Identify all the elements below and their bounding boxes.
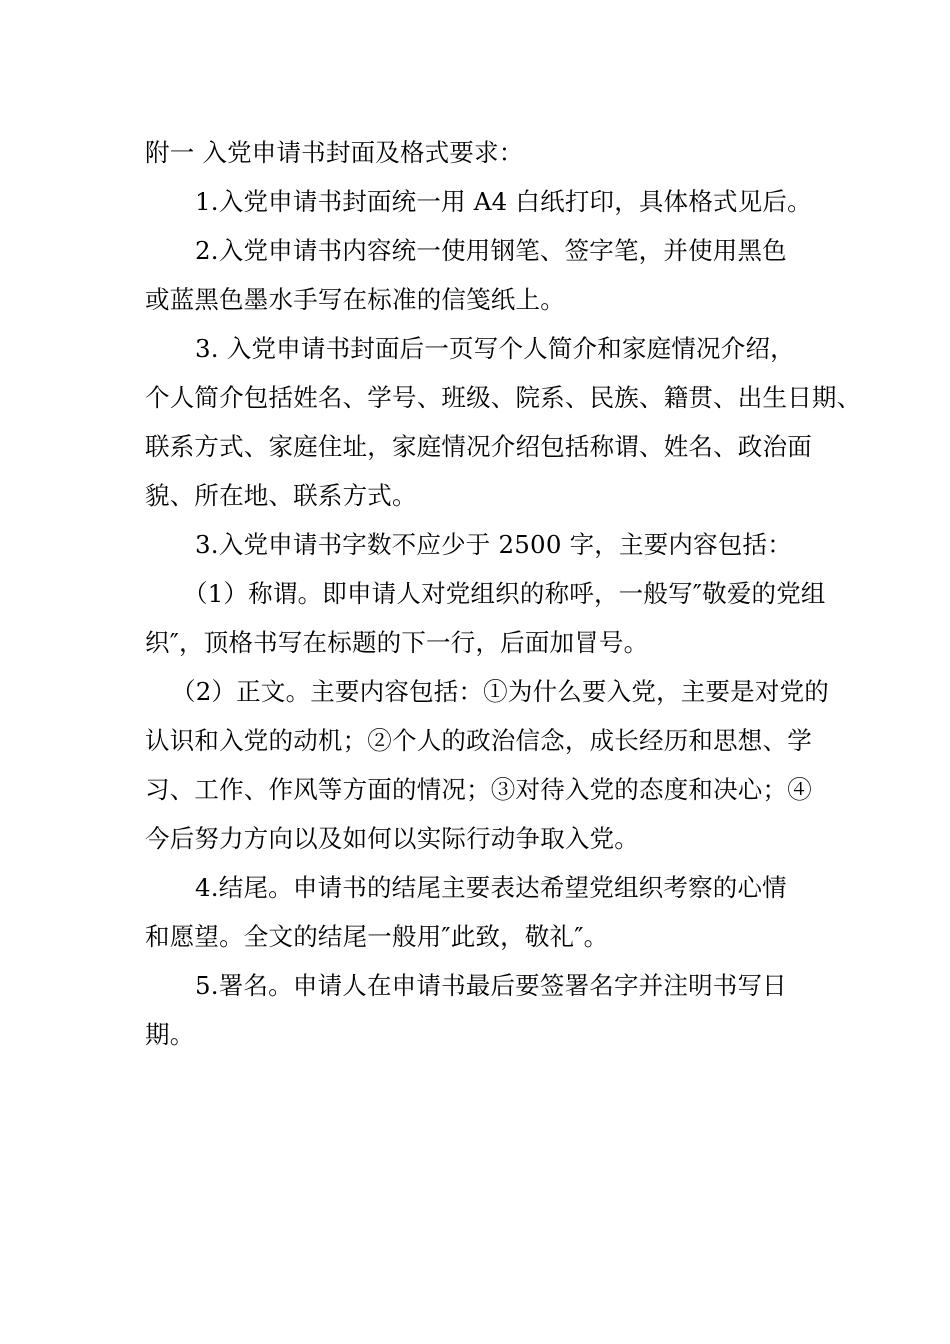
item-3b-line: 3.入党申请书字数不应少于 2500 字，主要内容包括：: [195, 530, 792, 559]
item-4-line-2: 和愿望。全文的结尾一般用″此致，敬礼″。: [145, 922, 609, 951]
item-1-line: 1.入党申请书封面统一用 A4 白纸打印，具体格式见后。: [195, 187, 812, 216]
subitem-2-line-2: 认识和入党的动机；②个人的政治信念，成长经历和思想、学: [145, 726, 812, 755]
item-2-line-1: 2.入党申请书内容统一使用钢笔、签字笔，并使用黑色: [195, 236, 787, 265]
subitem-2-line-4: 今后努力方向以及如何以实际行动争取入党。: [145, 824, 639, 853]
subitem-1-line-1: （1）称谓。即申请人对党组织的称呼，一般写″敬爱的党组: [183, 579, 826, 608]
document-body: [145, 128, 862, 1059]
item-4-line-1: 4.结尾。申请书的结尾主要表达希望党组织考察的心情: [195, 873, 787, 902]
item-3-line-3: 联系方式、家庭住址，家庭情况介绍包括称谓、姓名、政治面: [145, 432, 812, 461]
item-3-line-4: 貌、所在地、联系方式。: [145, 481, 417, 510]
item-5-line-1: 5.署名。申请人在申请书最后要签署名字并注明书写日: [195, 971, 787, 1000]
item-3-line-1: 3. 入党申请书封面后一页写个人简介和家庭情况介绍，: [195, 334, 795, 363]
item-2-line-2: 或蓝黑色墨水手写在标准的信笺纸上。: [145, 285, 565, 314]
item-3-line-2: 个人简介包括姓名、学号、班级、院系、民族、籍贯、出生日期、: [145, 383, 862, 412]
subitem-2-line-3: 习、工作、作风等方面的情况；③对待入党的态度和决心；④: [145, 775, 812, 804]
heading-line: 附一 入党申请书封面及格式要求：: [145, 138, 524, 167]
item-5-line-2: 期。: [145, 1020, 195, 1049]
subitem-1-line-2: 织″，顶格书写在标题的下一行，后面加冒号。: [145, 628, 649, 657]
subitem-2-line-1: （2）正文。主要内容包括：①为什么要入党，主要是对党的: [171, 677, 829, 706]
